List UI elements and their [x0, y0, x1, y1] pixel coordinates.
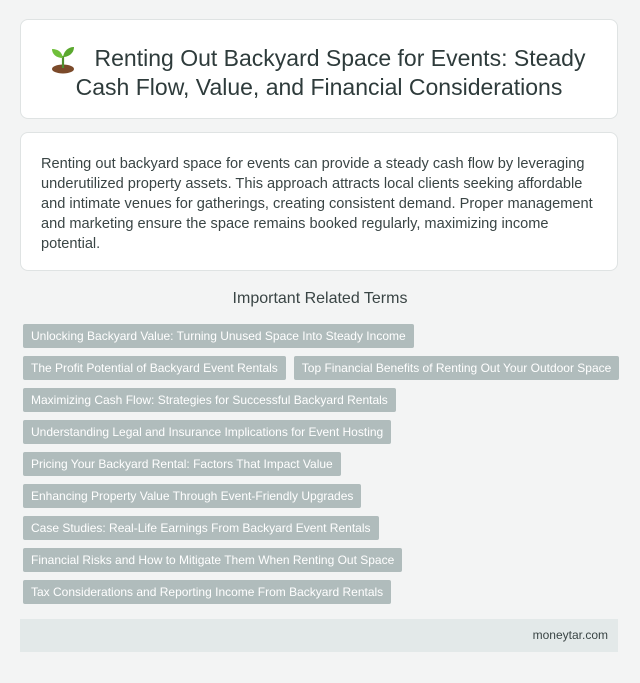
term-tag[interactable]: Financial Risks and How to Mitigate Them When Renting Out Space	[23, 548, 402, 572]
related-terms-list	[23, 324, 623, 612]
title-card	[20, 19, 618, 119]
term-tag[interactable]: Pricing Your Backyard Rental: Factors That Impact Value	[23, 452, 341, 476]
term-row	[23, 324, 623, 348]
related-terms-heading: Important Related Terms	[232, 290, 408, 307]
page-title	[21, 44, 617, 102]
title-line-1: Renting Out Backyard Space for Events: Steady	[94, 45, 586, 71]
term-row	[23, 548, 623, 572]
term-tag[interactable]: Top Financial Benefits of Renting Out Your Outdoor Space	[294, 356, 620, 380]
term-row	[23, 452, 623, 476]
term-row	[23, 388, 623, 412]
footer	[20, 619, 618, 652]
term-tag[interactable]: Tax Considerations and Reporting Income From Backyard Rentals	[23, 580, 391, 604]
term-tag[interactable]: Enhancing Property Value Through Event-Friendly Upgrades	[23, 484, 361, 508]
term-row	[23, 484, 623, 508]
summary-card	[20, 132, 618, 271]
term-row	[23, 516, 623, 540]
summary-text: Renting out backyard space for events can provide a steady cash flow by leveraging underutilized property assets. This approach attracts local clients seeking affordable and intimate venues for gatherings, creating consistent demand. Proper management and marketing ensure the space remains booked regularly, maximizing income potential.	[41, 156, 593, 252]
term-tag[interactable]: The Profit Potential of Backyard Event Rentals	[23, 356, 286, 380]
term-row	[23, 420, 623, 444]
term-row	[23, 580, 623, 604]
term-tag[interactable]: Case Studies: Real-Life Earnings From Backyard Event Rentals	[23, 516, 379, 540]
term-tag[interactable]: Understanding Legal and Insurance Implications for Event Hosting	[23, 420, 391, 444]
term-row	[23, 356, 623, 380]
sprout-icon	[49, 44, 77, 74]
term-tag[interactable]: Maximizing Cash Flow: Strategies for Successful Backyard Rentals	[23, 388, 396, 412]
term-tag[interactable]: Unlocking Backyard Value: Turning Unused Space Into Steady Income	[23, 324, 414, 348]
title-line-2: Cash Flow, Value, and Financial Considerations	[75, 74, 563, 100]
footer-site-link[interactable]: moneytar.com	[532, 628, 608, 642]
